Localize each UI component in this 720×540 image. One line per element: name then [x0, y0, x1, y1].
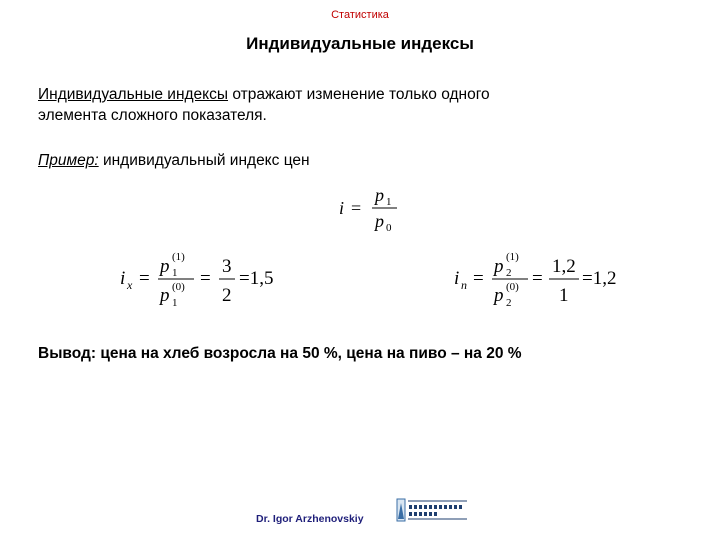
formula-general-num-sub: 1 — [386, 196, 392, 208]
definition-text-line2: элемента сложного показателя. — [38, 107, 267, 124]
formula-n-eq: = — [473, 268, 484, 289]
conclusion-label: Вывод — [38, 345, 91, 362]
logo-lettering — [409, 505, 462, 516]
formula-n-num-sup: (1) — [506, 251, 519, 263]
formula-general-den: p — [375, 211, 384, 231]
formula-n-value-num: 1,2 — [552, 256, 576, 277]
formula-general-den-sub: 0 — [386, 222, 392, 234]
example-label: Пример: — [38, 152, 99, 169]
formula-x-lhs: i — [120, 268, 126, 289]
formula-general-lhs: i — [339, 198, 345, 218]
conclusion-line — [38, 345, 522, 363]
institution-logo — [396, 497, 468, 523]
definition-text: отражают изменение только одного — [228, 86, 490, 103]
example-line — [38, 152, 310, 170]
section-label: Статистика — [331, 9, 389, 21]
formula-n-lhs-sub: n — [461, 278, 467, 292]
formula-general-num: p — [375, 185, 384, 205]
formula-x-lhs-sub: x — [127, 278, 133, 292]
formula-x-num: p — [160, 256, 170, 277]
formula-x-eq: = — [139, 268, 150, 289]
formula-n-num-sub: 2 — [506, 267, 512, 279]
slide-title: Индивидуальные индексы — [246, 34, 474, 53]
formula-n-den-sup: (0) — [506, 281, 519, 293]
formula-x-den: p — [160, 285, 170, 306]
formula-x-value-num: 3 — [222, 256, 232, 277]
formula-n-den-sub: 2 — [506, 297, 512, 309]
formula-x-num-sub: 1 — [172, 267, 178, 279]
formula-beer — [452, 250, 627, 312]
formula-x-den-sup: (0) — [172, 281, 185, 293]
formula-general — [335, 184, 415, 236]
formula-x-eq2: = — [200, 268, 211, 289]
formula-x-den-sub: 1 — [172, 297, 178, 309]
formula-n-value-den: 1 — [559, 285, 569, 306]
definition-paragraph — [38, 84, 658, 126]
formula-n-eq2: = — [532, 268, 543, 289]
example-text: индивидуальный индекс цен — [98, 152, 310, 169]
formula-x-result: =1,5 — [239, 268, 274, 289]
formula-n-den: p — [494, 285, 504, 306]
formula-bread — [118, 250, 298, 312]
formula-general-eq: = — [351, 198, 362, 218]
formula-n-num: p — [494, 256, 504, 277]
formula-n-result: =1,2 — [582, 268, 617, 289]
footer-author: Dr. Igor Arzhenovskiy — [256, 513, 364, 525]
formula-n-lhs: i — [454, 268, 460, 289]
conclusion-text: : цена на хлеб возросла на 50 %, цена на пиво – на 20 % — [90, 345, 522, 362]
formula-x-num-sup: (1) — [172, 251, 185, 263]
definition-term: Индивидуальные индексы — [38, 86, 229, 103]
formula-x-value-den: 2 — [222, 285, 232, 306]
